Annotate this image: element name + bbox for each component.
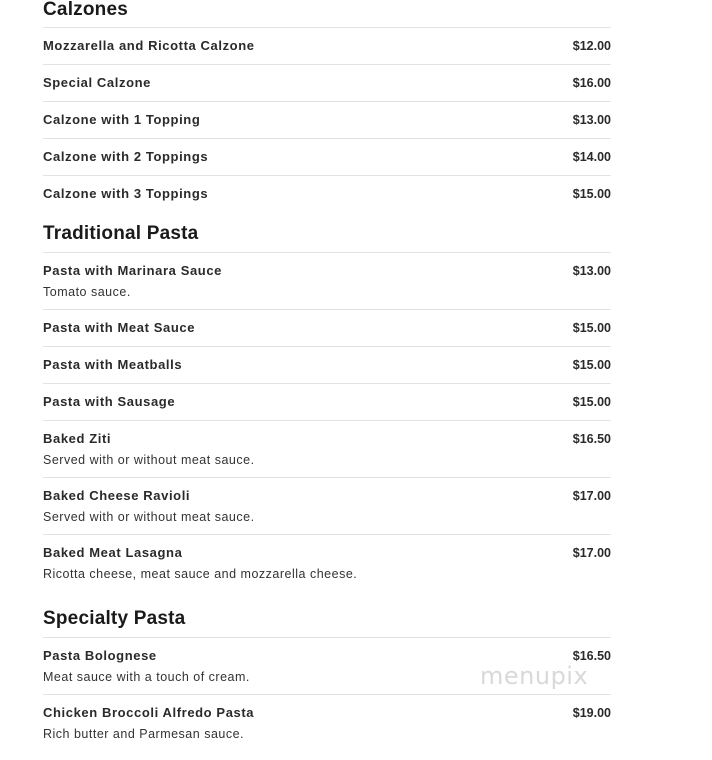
item-name: Pasta with Marinara Sauce xyxy=(43,263,223,278)
item-price: $15.00 xyxy=(572,358,611,372)
item-name: Mozzarella and Ricotta Calzone xyxy=(43,38,255,53)
section-title: Calzones xyxy=(43,0,129,20)
item-name: Pasta with Meat Sauce xyxy=(43,320,196,335)
item-description: Rich butter and Parmesan sauce. xyxy=(43,727,245,741)
menu-item[interactable] xyxy=(43,383,611,420)
item-name: Pasta Bolognese xyxy=(43,648,157,663)
item-price: $15.00 xyxy=(572,187,611,201)
menu-item[interactable] xyxy=(43,101,611,138)
menu-list xyxy=(43,0,611,751)
menu-item[interactable] xyxy=(43,252,611,309)
item-price: $17.00 xyxy=(572,489,611,503)
item-price: $12.00 xyxy=(572,39,611,53)
item-price: $16.00 xyxy=(572,76,611,90)
menu-item[interactable] xyxy=(43,477,611,534)
item-name: Chicken Broccoli Alfredo Pasta xyxy=(43,705,255,720)
item-price: $14.00 xyxy=(572,150,611,164)
item-description: Tomato sauce. xyxy=(43,285,131,299)
item-name: Special Calzone xyxy=(43,75,151,90)
watermark-logo: menupix xyxy=(480,662,589,690)
item-description: Meat sauce with a touch of cream. xyxy=(43,670,250,684)
item-name: Calzone with 1 Topping xyxy=(43,112,201,127)
item-price: $16.50 xyxy=(572,649,611,663)
item-description: Served with or without meat sauce. xyxy=(43,510,255,524)
section-traditional-pasta xyxy=(43,224,611,591)
item-name: Calzone with 2 Toppings xyxy=(43,149,209,164)
item-price: $13.00 xyxy=(572,113,611,127)
item-name: Baked Cheese Ravioli xyxy=(43,488,191,503)
item-price: $13.00 xyxy=(572,264,611,278)
section-calzones xyxy=(43,0,611,212)
item-name: Calzone with 3 Toppings xyxy=(43,186,209,201)
item-name: Pasta with Meatballs xyxy=(43,357,183,372)
menu-item[interactable] xyxy=(43,64,611,101)
item-price: $15.00 xyxy=(572,321,611,335)
item-description: Served with or without meat sauce. xyxy=(43,453,255,467)
item-description: Ricotta cheese, meat sauce and mozzarella cheese. xyxy=(43,567,358,581)
item-name: Baked Ziti xyxy=(43,431,112,446)
menu-item[interactable] xyxy=(43,534,611,591)
item-price: $15.00 xyxy=(572,395,611,409)
menu-item[interactable] xyxy=(43,309,611,346)
menu-item[interactable] xyxy=(43,27,611,64)
item-price: $17.00 xyxy=(572,546,611,560)
item-price: $19.00 xyxy=(572,706,611,720)
item-name: Baked Meat Lasagna xyxy=(43,545,183,560)
item-name: Pasta with Sausage xyxy=(43,394,176,409)
menu-item[interactable] xyxy=(43,175,611,212)
menu-item[interactable] xyxy=(43,346,611,383)
section-title: Traditional Pasta xyxy=(43,223,199,244)
item-price: $16.50 xyxy=(572,432,611,446)
menu-item[interactable] xyxy=(43,138,611,175)
menu-item[interactable] xyxy=(43,420,611,477)
menu-item[interactable] xyxy=(43,694,611,751)
section-title: Specialty Pasta xyxy=(43,608,186,629)
